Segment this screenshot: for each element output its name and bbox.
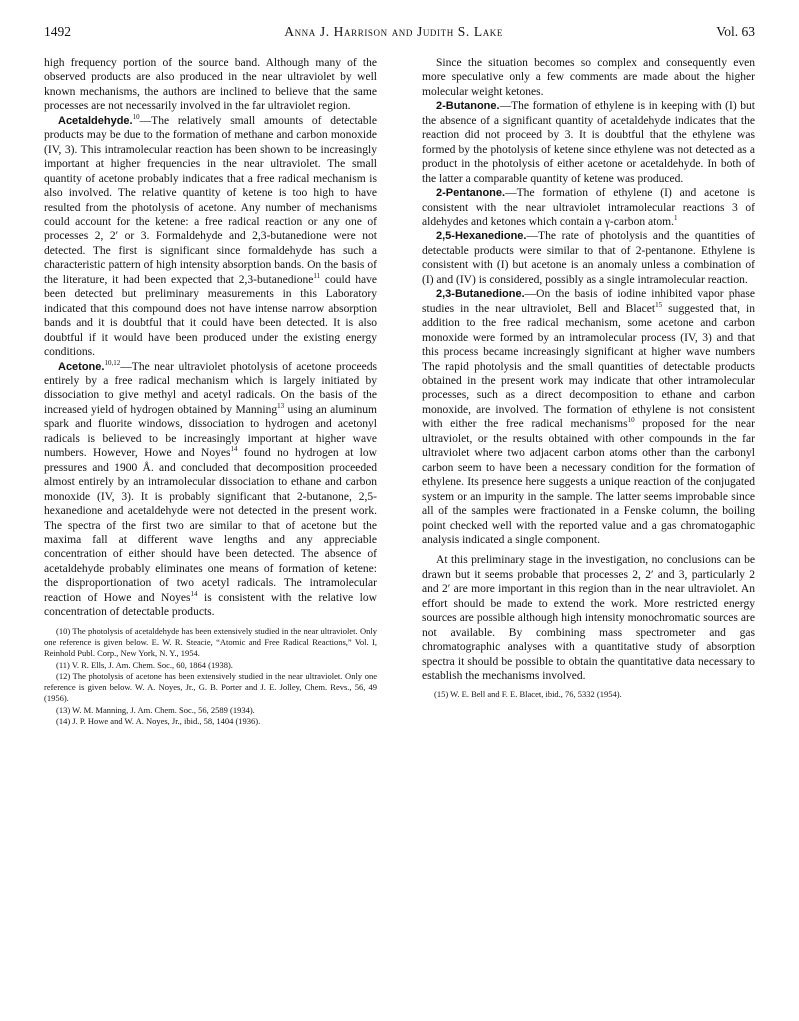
footnote-ref: 15 [655,300,663,309]
footnote-ref: 1 [674,214,678,223]
footnote: (14) J. P. Howe and W. A. Noyes, Jr., ibid., 58, 1404 (1936). [56,716,261,727]
pentanone-heading: 2-Pentanone. [436,187,506,200]
acetone-heading: Acetone. [58,360,105,373]
footnote-ref: 10 [627,416,635,425]
footnote: (12) The photolysis of acetone has been extensively studied in the near ultraviolet. Only one reference is given below. W. A. Noyes, Jr., G. B. Porter and J. E. Jolley, Chem. Revs., 56, 49 (1956). [44,670,377,704]
footnote-ref: 13 [277,402,285,411]
page-header [44,24,755,44]
footnote-ref: 11 [313,271,321,280]
paragraph-text: found no hydrogen at low pressures and 1900 Å. and concluded that decomposition proceeded almost entirely by an intramolecular dissociation to ethane and carbon monoxide (IV, 3). It is probably significant that 2-butanone, 2,5-hexanedione and acetaldehyde were not detected in the present work. The spectra of the first two are similar to that of acetone but the maxima fall at different wave lengths and any appreciable concentration of either should have been detected. The absence of acetaldehyde probably eliminates one means of formation of ketene: the disproportionation of two acetyl radicals. The intramolecular reaction of Howe and Noyes [44,447,377,604]
butanone-paragraph [422,99,755,186]
paragraph-text: —The rate of photolysis and the quantities of detectable products were similar to that of 2-pentanone. Ethylene is consistent with (I) but acetone is an anomaly unless a combination of (I) and (IV) is considered, possibly as a single intramolecular reaction. [422,230,755,286]
page-number: 1492 [44,24,71,39]
paragraph-text: —The formation of ethylene is in keeping with (I) but the absence of a significant quantity of acetaldehyde indicates that the reaction did not proceed by 3. It is doubtful that the ethylene was formed by the photolysis of ketene since ethylene was not detected as a product in the photolysis of either acetone or acetaldehyde. In both of the latter a comparable quantity of ketene was produced. [422,100,755,185]
left-column [44,56,377,727]
footnote: (11) V. R. Ells, J. Am. Chem. Soc., 60, 1864 (1938). [56,659,233,670]
paragraph-text: —The near ultraviolet photolysis of acetone proceeds entirely by a free radical mechanism which is largely initiated by dissociation to give methyl and acetyl radicals. On the basis of the increased yield of hydrogen obtained by Manning [44,360,377,416]
paragraph-text: proposed for the near ultraviolet, or the results obtained with other compounds in the far ultraviolet where two adjacent carbon atoms other than the carbonyl carbon seem to have been a necessary condition for the formation of ethylene. Its presence here suggests a unique reaction of the conjugated system or an impurity in the sample. The latter seems improbable since all of the samples were fractionated in a Fenske column, the boiling point checked well with the reported value and a gas chromatogaphic analysis indicated a single component. [422,418,755,546]
footnotes-left [44,626,377,728]
paragraph-text: —On the basis of iodine inhibited vapor phase studies in the near ultraviolet, Bell and Blacet [422,288,755,315]
right-column [422,56,755,701]
hexanedione-heading: 2,5-Hexanedione. [436,230,527,243]
footnote: (13) W. M. Manning, J. Am. Chem. Soc., 56, 2589 (1934). [56,704,255,715]
conclusion-paragraph: At this preliminary stage in the investigation, no conclusions can be drawn but it seems probable that processes 2, 2′ and 3, particularly 2 and 2′ are more important in this region than in the near ultraviolet. An effort should be made to extend the work. More restricted energy sources are possible although high intensity monochromatic sources are not available. By combining mass spectrometer and gas chromatographic analyses with a quantitative study of absorption spectra it should be possible to obtain the quantitative data necessary to establish the mechanisms involved. [422,554,755,683]
paragraph-text: —The formation of ethylene (I) and acetone is consistent with the near ultraviolet intramolecular reactions 3 of aldehydes and ketones which contain a γ-carbon atom. [422,187,755,228]
volume-number: Vol. 63 [716,24,755,39]
footnote-ref: 14 [190,589,198,598]
acetone-paragraph [44,360,377,620]
footnote-ref: 10 [132,112,140,121]
footnote: (15) W. E. Bell and F. E. Blacet, ibid., 76, 5332 (1954). [434,689,622,700]
butanedione-heading: 2,3-Butanedione. [436,288,525,301]
paragraph-text: is consistent with the relative low concentration of detectable products. [44,591,377,619]
running-title: Anna J. Harrison and Judith S. Lake [284,24,503,39]
paragraph-text: —The relatively small amounts of detectable products may be due to the formation of methane and carbon monoxide (IV, 3). This intramolecular reaction has been shown to be increasingly important at higher frequencies in the near ultraviolet. The small quantity of acetone probably indicates that a free radical mechanism is also involved. The relative quantity of ketene is too high to have resulted from the photolysis of acetone. Any number of mechanisms could account for the ketene: a free radical reaction or any one of processes 2, 2′ or 3. Formaldehyde and 2,3-butanedione were not detected. The first is significant since formaldehyde has such a characteristic pattern of high intensity absorption bands. On the basis of the literature, it had been expected that 2,3-butanedione [44,114,377,286]
ketones-paragraph: Since the situation becomes so complex and consequently even more speculative only a few comments are made about the higher molecular weight ketones. [422,57,755,98]
footnotes-right [422,689,755,700]
footnote-ref: 10,12 [104,358,121,367]
acetaldehyde-heading: Acetaldehyde. [58,114,133,127]
paragraph-text: could have been detected but preliminary measurements in this Laboratory indicated that this compound does not have intense narrow absorption bands and it is doubtful that it could have been detected. It is also doubtful if it would have been produced under the existing energy conditions. [44,273,377,359]
acetaldehyde-paragraph [44,114,377,360]
butanedione-paragraph [422,287,755,547]
paragraph-text: using an aluminum spark and fluorite windows, dissociation to hydrogen and acetonyl radicals is believed to be increasingly important at higher wave numbers. However, Howe and Noyes [44,403,377,460]
butanone-heading: 2-Butanone. [436,100,500,113]
intro-paragraph: high frequency portion of the source band. Although many of the observed products are also produced in the near ultraviolet by well known mechanisms, the authors are inclined to believe that the same processes are not necessarily involved in the far ultraviolet region. [44,57,377,113]
paragraph-text: suggested that, in addition to the free radical mechanism, some acetone and carbon monoxide were formed by an intramolecular process (IV, 3) and that this process became increasingly significant at higher wave numbers The rapid photolysis and the small quantities of detectable products obtained in the present work may indicate that other intramolecular processes, such as a direct decomposition to ethane and carbon monoxide, are involved. The formation of ethylene is not consistent with either the free radical mechanisms [422,302,755,431]
pentanone-paragraph [422,186,755,229]
hexanedione-paragraph [422,229,755,287]
footnote-ref: 14 [230,445,238,454]
footnote: (10) The photolysis of acetaldehyde has been extensively studied in the near ultraviolet. Only one reference is given below. E. W. R. Steacie, “Atomic and Free Radical Reactions,” Vol. I, Reinhold Publ. Corp., New York, N. Y., 1954. [44,625,377,659]
